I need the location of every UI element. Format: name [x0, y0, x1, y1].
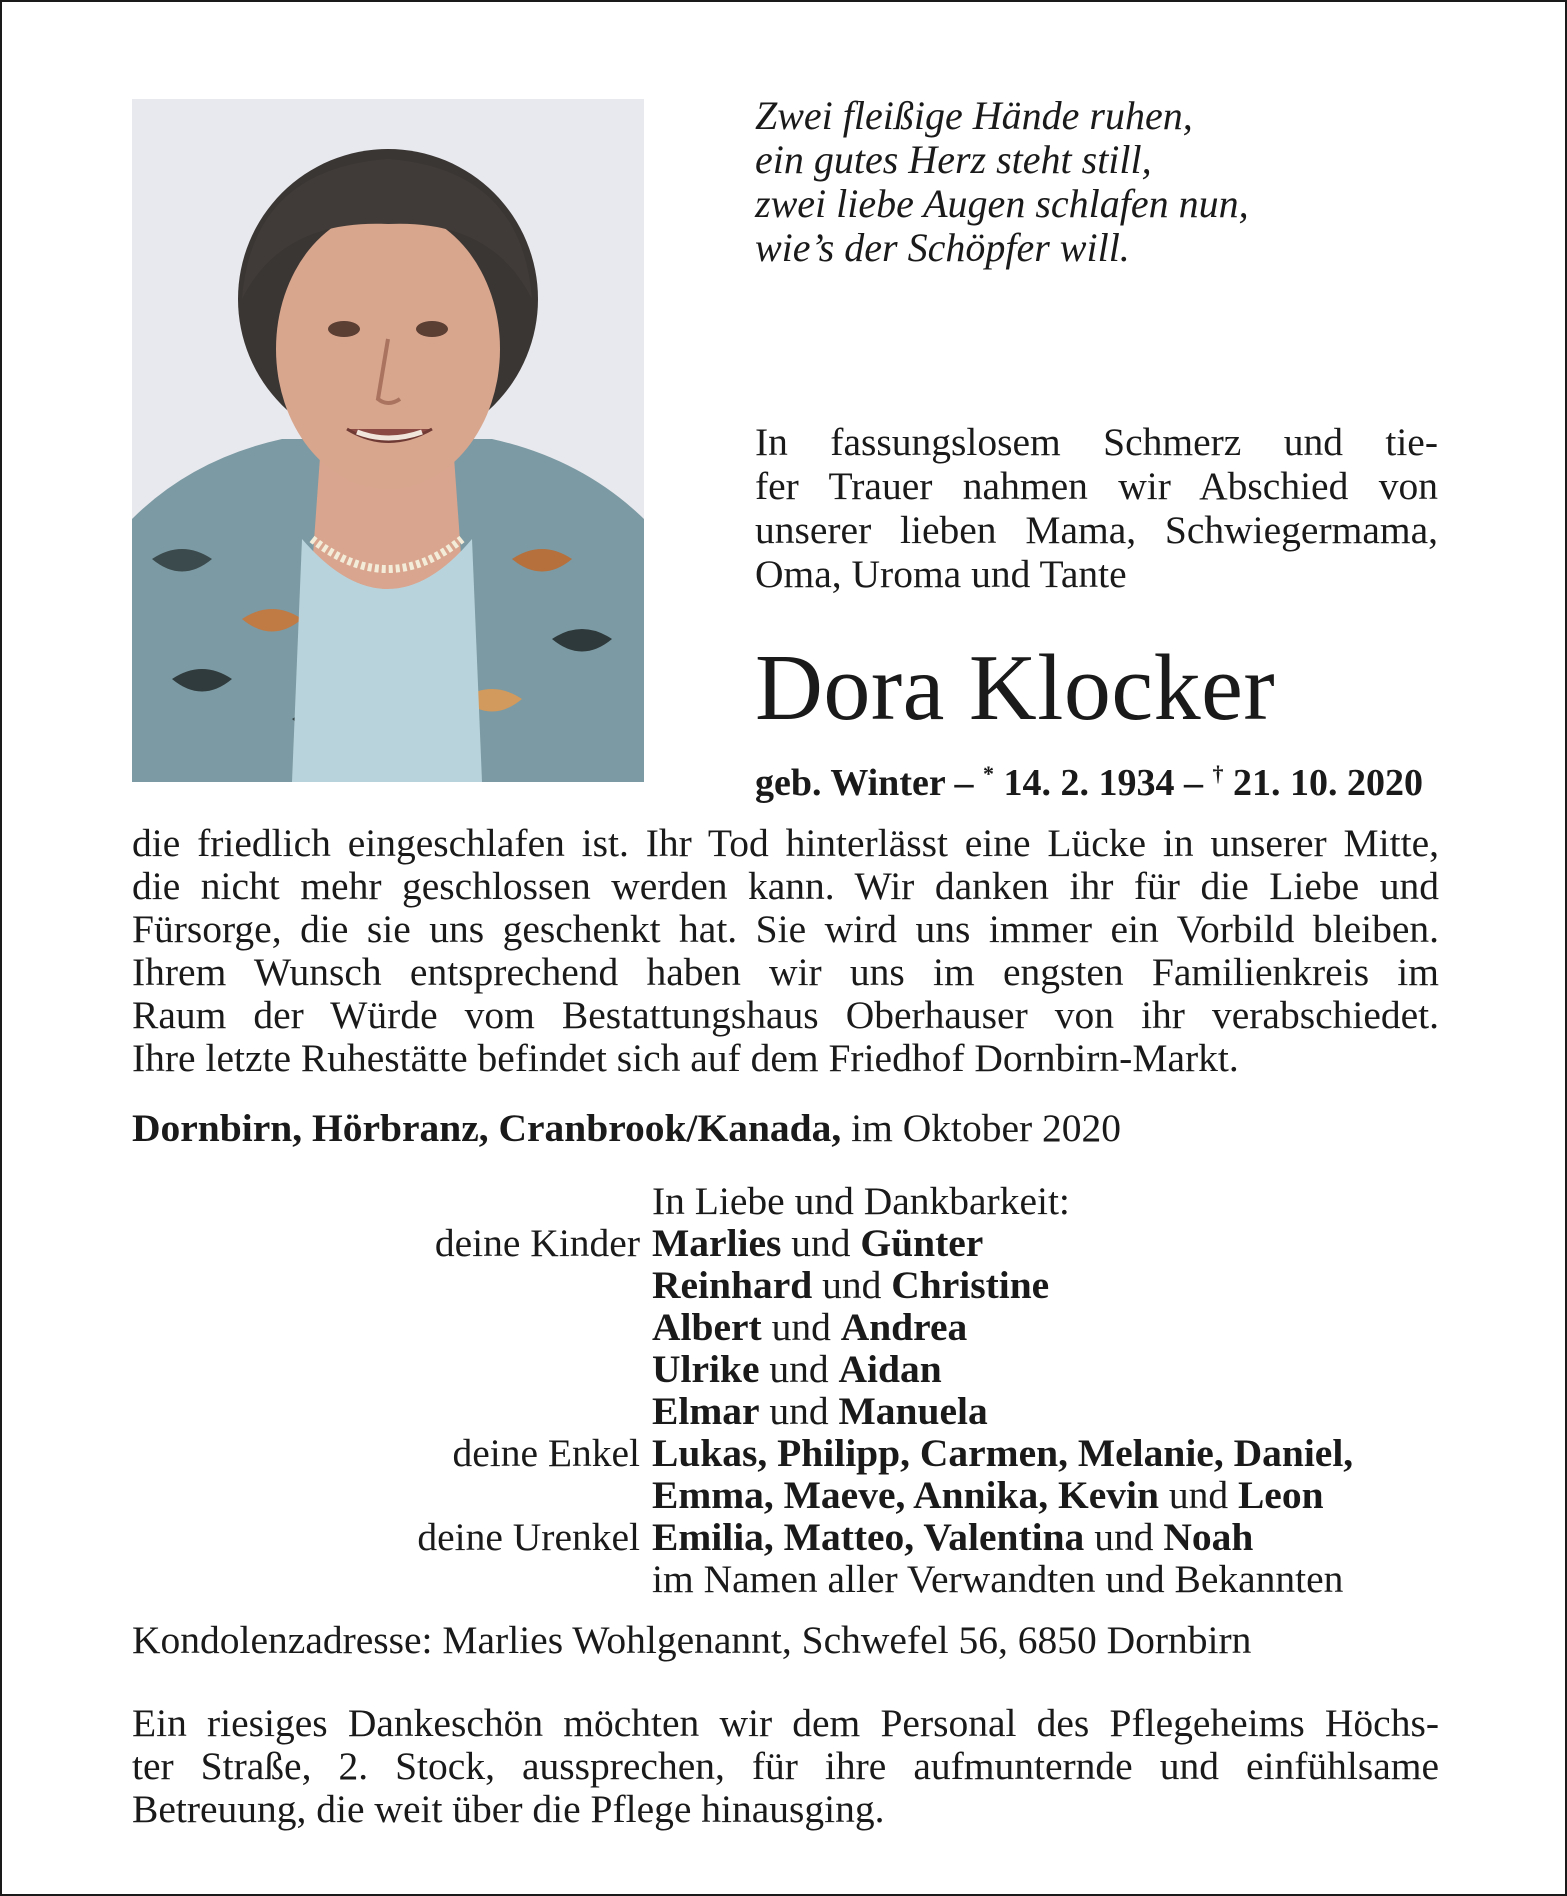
partner-name: Aidan	[838, 1347, 942, 1391]
family-row: Elmar und Manuela	[652, 1389, 988, 1433]
grandchild-name: Leon	[1237, 1473, 1324, 1517]
intro-text	[755, 420, 1438, 596]
family-row: Emma, Maeve, Annika, Kevin und Leon	[652, 1473, 1324, 1517]
month-date: im Oktober 2020	[851, 1106, 1122, 1150]
intro-line: Oma, Uroma und Tante	[755, 552, 1127, 596]
family-row: deine Urenkel Emilia, Matteo, Valentina und Noah	[132, 1516, 1472, 1558]
death-symbol: †	[1212, 761, 1224, 786]
great-grandchild-name: Noah	[1163, 1515, 1254, 1559]
family-row: Albert und Andrea	[652, 1305, 968, 1349]
condolence-address: Kondolenzadresse: Marlies Wohlgenannt, Schwefel 56, 6850 Dornbirn	[132, 1618, 1252, 1662]
obituary-body	[132, 822, 1439, 1080]
urenkel-label: deine Urenkel	[417, 1515, 640, 1559]
child-name: Elmar	[652, 1389, 760, 1433]
poem-line: Zwei fleißige Hände ruhen,	[755, 93, 1193, 138]
family-row: Reinhard und Christine	[652, 1263, 1050, 1307]
family-row	[132, 1558, 1472, 1600]
family-heading-row	[132, 1180, 1472, 1222]
body-line: Fürsorge, die sie uns geschenkt hat. Sie wird uns immer ein Vorbild bleiben.	[132, 907, 1439, 951]
birth-symbol: *	[983, 761, 995, 786]
body-line: die nicht mehr geschlossen werden kann. Wir danken ihr für die Liebe und	[132, 864, 1439, 908]
intro-line: unserer lieben Mama, Schwiegermama,	[755, 508, 1438, 552]
grandchildren-names: Lukas, Philipp, Carmen, Melanie, Daniel,	[652, 1431, 1354, 1475]
child-name: Ulrike	[652, 1347, 760, 1391]
places: Dornbirn, Hörbranz, Cranbrook/Kanada,	[132, 1106, 842, 1150]
place-and-date	[132, 1106, 1432, 1150]
family-closing: im Namen aller Verwandten und Bekannten	[652, 1557, 1344, 1601]
thanks-line: Ein riesiges Dankeschön möchten wir dem Personal des Pflegeheims Höchs-	[132, 1701, 1439, 1745]
partner-name: Christine	[891, 1263, 1050, 1307]
family-row: deine Kinder Marlies und Günter	[132, 1222, 1472, 1264]
life-dates: geb. Winter – * 14. 2. 1934 – † 21. 10. 2020	[755, 761, 1424, 804]
thanks-line: ter Straße, 2. Stock, aussprechen, für ihre aufmunternde und einfühlsame	[132, 1744, 1439, 1788]
deceased-name: Dora Klocker	[755, 636, 1276, 740]
poem	[755, 94, 1455, 270]
family-row	[132, 1432, 1472, 1474]
great-grandchildren-names: Emilia, Matteo, Valentina	[652, 1515, 1085, 1559]
poem-line: ein gutes Herz steht still,	[755, 137, 1152, 182]
partner-name: Manuela	[838, 1389, 988, 1433]
child-name: Albert	[652, 1305, 762, 1349]
body-line: Ihre letzte Ruhestätte befindet sich auf dem Friedhof Dornbirn-Markt.	[132, 1036, 1239, 1080]
kinder-label: deine Kinder	[434, 1221, 640, 1265]
family-list	[132, 1180, 1472, 1600]
poem-line: zwei liebe Augen schlafen nun,	[755, 181, 1249, 226]
thanks-text	[132, 1702, 1439, 1831]
portrait-illustration	[132, 99, 644, 782]
born-name: geb. Winter	[755, 762, 946, 804]
grandchildren-names: Emma, Maeve, Annika, Kevin	[652, 1473, 1159, 1517]
body-line: Ihrem Wunsch entsprechend haben wir uns im engsten Familienkreis im	[132, 950, 1439, 994]
death-date: 21. 10. 2020	[1233, 762, 1424, 804]
portrait-photo	[132, 99, 644, 782]
intro-line: fer Trauer nahmen wir Abschied von	[755, 464, 1438, 508]
child-name: Reinhard	[652, 1263, 813, 1307]
body-line: Raum der Würde vom Bestattungshaus Oberhauser von ihr verabschiedet.	[132, 993, 1439, 1037]
child-name: Marlies	[652, 1221, 782, 1265]
family-heading: In Liebe und Dankbarkeit:	[652, 1179, 1070, 1223]
family-row: Ulrike und Aidan	[652, 1347, 942, 1391]
thanks-line: Betreuung, die weit über die Pflege hinausging.	[132, 1787, 885, 1831]
partner-name: Andrea	[840, 1305, 968, 1349]
enkel-label: deine Enkel	[452, 1431, 640, 1475]
intro-line: In fassungslosem Schmerz und tie-	[755, 420, 1438, 464]
body-line: die friedlich eingeschlafen ist. Ihr Tod hinterlässt eine Lücke in unserer Mitte,	[132, 821, 1439, 865]
poem-line: wie’s der Schöpfer will.	[755, 225, 1130, 270]
birth-date: 14. 2. 1934	[1003, 762, 1175, 804]
partner-name: Günter	[860, 1221, 984, 1265]
